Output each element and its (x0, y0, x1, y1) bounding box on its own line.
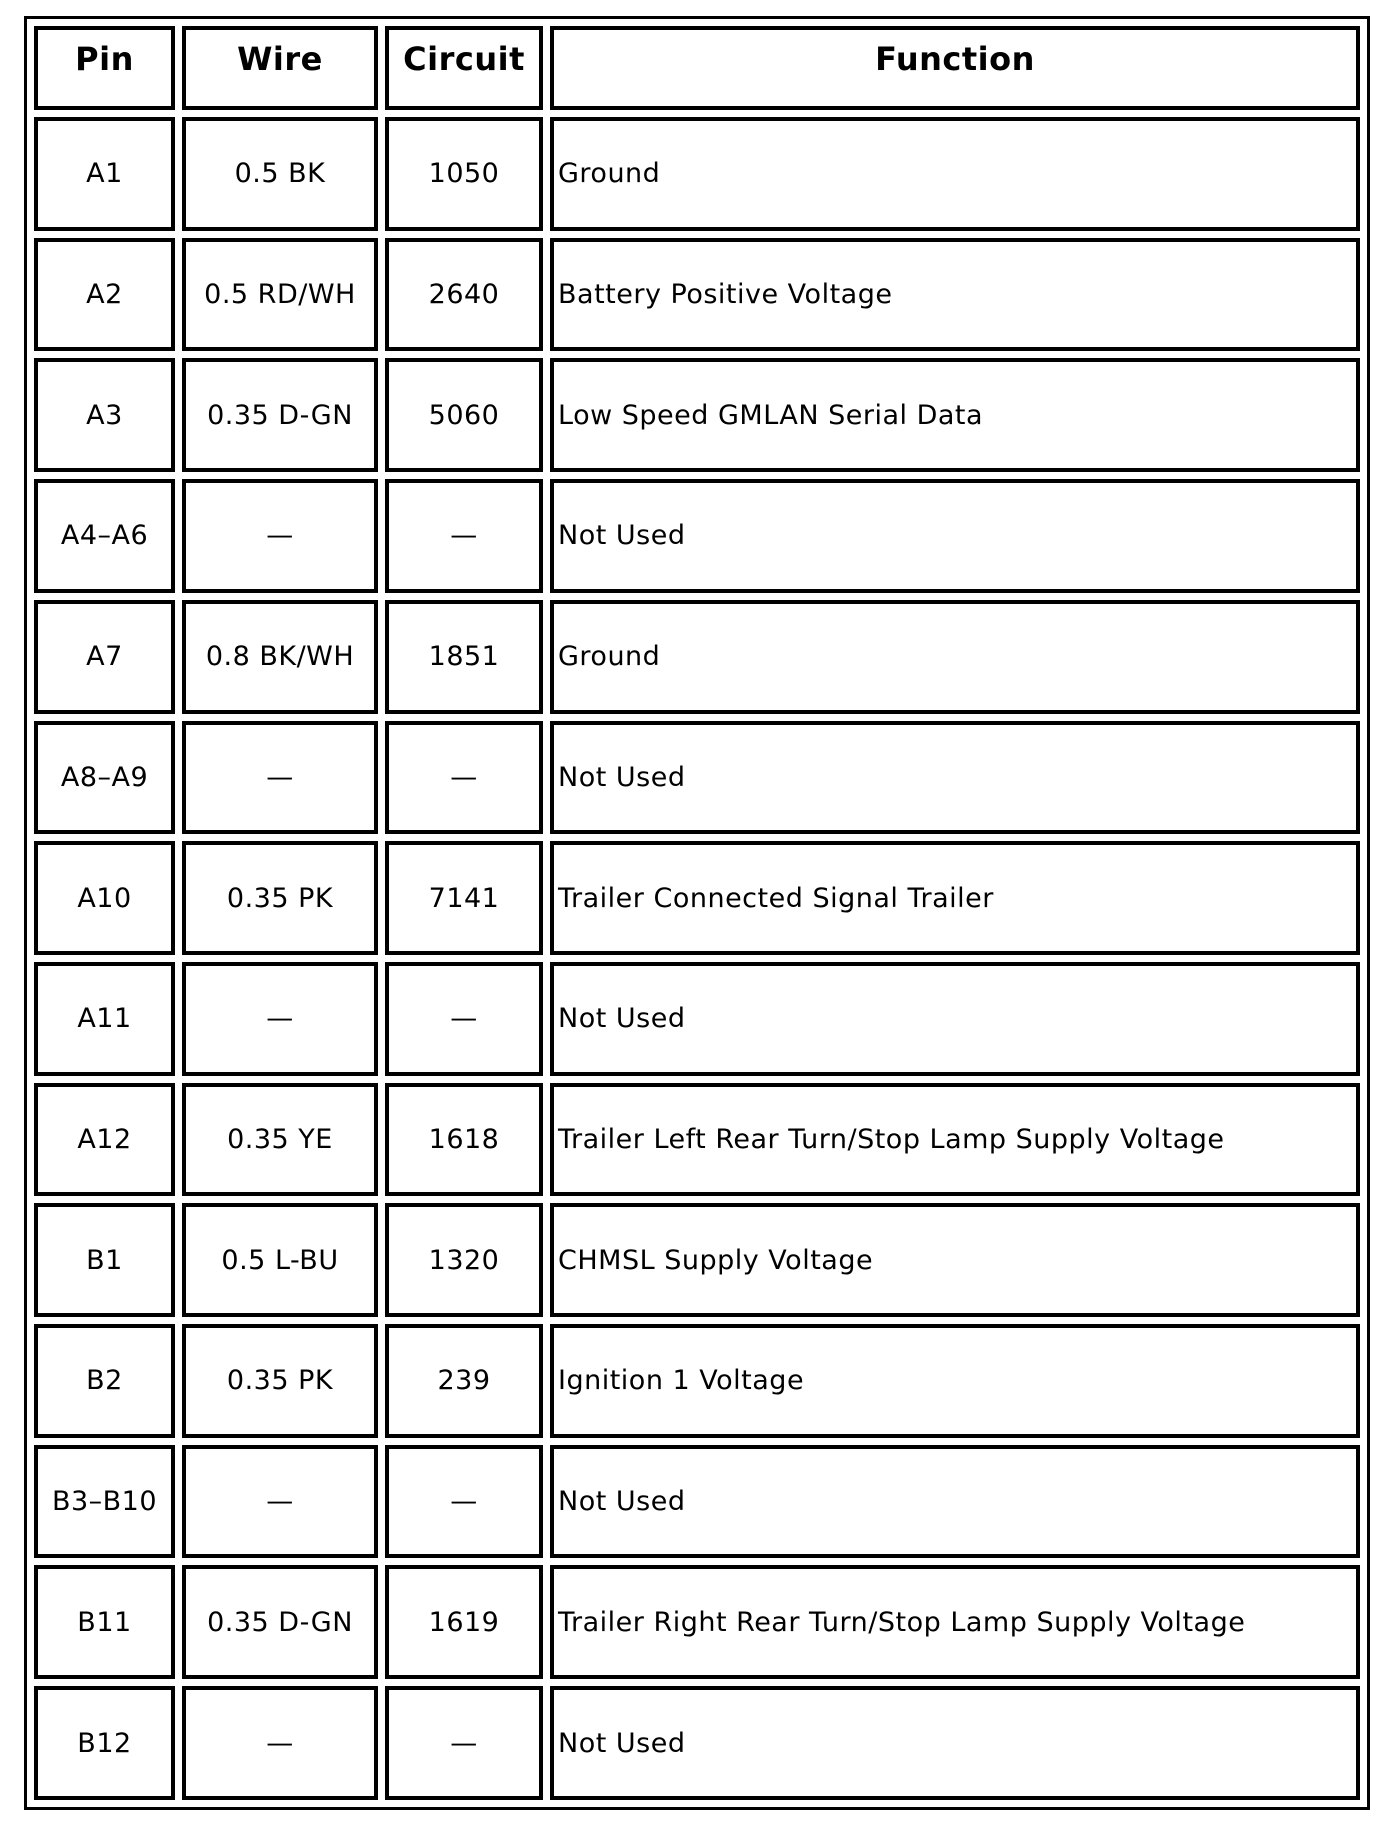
cell-pin: B2 (34, 1324, 175, 1438)
table-row (34, 721, 1360, 835)
cell-wire: — (182, 479, 378, 593)
header-function: Function (550, 26, 1360, 110)
table-row (34, 1565, 1360, 1679)
cell-wire: — (182, 1445, 378, 1559)
cell-pin: A11 (34, 962, 175, 1076)
cell-circuit: — (385, 721, 543, 835)
header-circuit: Circuit (385, 26, 543, 110)
cell-pin: A12 (34, 1083, 175, 1197)
cell-circuit: 7141 (385, 841, 543, 955)
cell-wire: 0.5 BK (182, 117, 378, 231)
cell-circuit: — (385, 962, 543, 1076)
cell-function: Not Used (550, 479, 1360, 593)
header-row (34, 26, 1360, 110)
cell-circuit: 1050 (385, 117, 543, 231)
cell-function: Not Used (550, 1686, 1360, 1800)
cell-function: Ignition 1 Voltage (550, 1324, 1360, 1438)
cell-pin: A10 (34, 841, 175, 955)
table-body (34, 117, 1360, 1800)
cell-pin: B11 (34, 1565, 175, 1679)
cell-function: Battery Positive Voltage (550, 238, 1360, 352)
table-row (34, 358, 1360, 472)
table-row (34, 1083, 1360, 1197)
cell-function: Trailer Connected Signal Trailer (550, 841, 1360, 955)
header-wire: Wire (182, 26, 378, 110)
cell-function: Not Used (550, 721, 1360, 835)
cell-wire: 0.8 BK/WH (182, 600, 378, 714)
cell-circuit: 2640 (385, 238, 543, 352)
cell-wire: 0.35 YE (182, 1083, 378, 1197)
cell-pin: B3–B10 (34, 1445, 175, 1559)
cell-pin: A8–A9 (34, 721, 175, 835)
cell-pin: A1 (34, 117, 175, 231)
cell-function: Ground (550, 600, 1360, 714)
cell-pin: A3 (34, 358, 175, 472)
cell-pin: A4–A6 (34, 479, 175, 593)
cell-pin: B1 (34, 1203, 175, 1317)
cell-wire: — (182, 721, 378, 835)
cell-function: Not Used (550, 1445, 1360, 1559)
cell-function: Low Speed GMLAN Serial Data (550, 358, 1360, 472)
cell-circuit: 1618 (385, 1083, 543, 1197)
table-header (34, 26, 1360, 110)
cell-pin: A7 (34, 600, 175, 714)
cell-wire: 0.5 RD/WH (182, 238, 378, 352)
table-row (34, 841, 1360, 955)
cell-circuit: 5060 (385, 358, 543, 472)
cell-function: Ground (550, 117, 1360, 231)
cell-wire: 0.5 L-BU (182, 1203, 378, 1317)
cell-function: Trailer Left Rear Turn/Stop Lamp Supply Voltage (550, 1083, 1360, 1197)
cell-wire: 0.35 PK (182, 841, 378, 955)
cell-function: Trailer Right Rear Turn/Stop Lamp Supply Voltage (550, 1565, 1360, 1679)
table-row (34, 600, 1360, 714)
pin-table (24, 16, 1370, 1810)
cell-function: Not Used (550, 962, 1360, 1076)
cell-wire: 0.35 PK (182, 1324, 378, 1438)
table-row (34, 1445, 1360, 1559)
cell-wire: — (182, 962, 378, 1076)
cell-wire: 0.35 D-GN (182, 358, 378, 472)
cell-pin: B12 (34, 1686, 175, 1800)
table-row (34, 117, 1360, 231)
cell-circuit: 1851 (385, 600, 543, 714)
cell-circuit: — (385, 479, 543, 593)
table-row (34, 479, 1360, 593)
table-row (34, 238, 1360, 352)
cell-pin: A2 (34, 238, 175, 352)
table-row (34, 1203, 1360, 1317)
cell-circuit: 239 (385, 1324, 543, 1438)
cell-wire: 0.35 D-GN (182, 1565, 378, 1679)
cell-wire: — (182, 1686, 378, 1800)
table-row (34, 1686, 1360, 1800)
table-row (34, 962, 1360, 1076)
header-pin: Pin (34, 26, 175, 110)
table-row (34, 1324, 1360, 1438)
cell-circuit: — (385, 1445, 543, 1559)
cell-circuit: — (385, 1686, 543, 1800)
cell-circuit: 1619 (385, 1565, 543, 1679)
cell-function: CHMSL Supply Voltage (550, 1203, 1360, 1317)
cell-circuit: 1320 (385, 1203, 543, 1317)
